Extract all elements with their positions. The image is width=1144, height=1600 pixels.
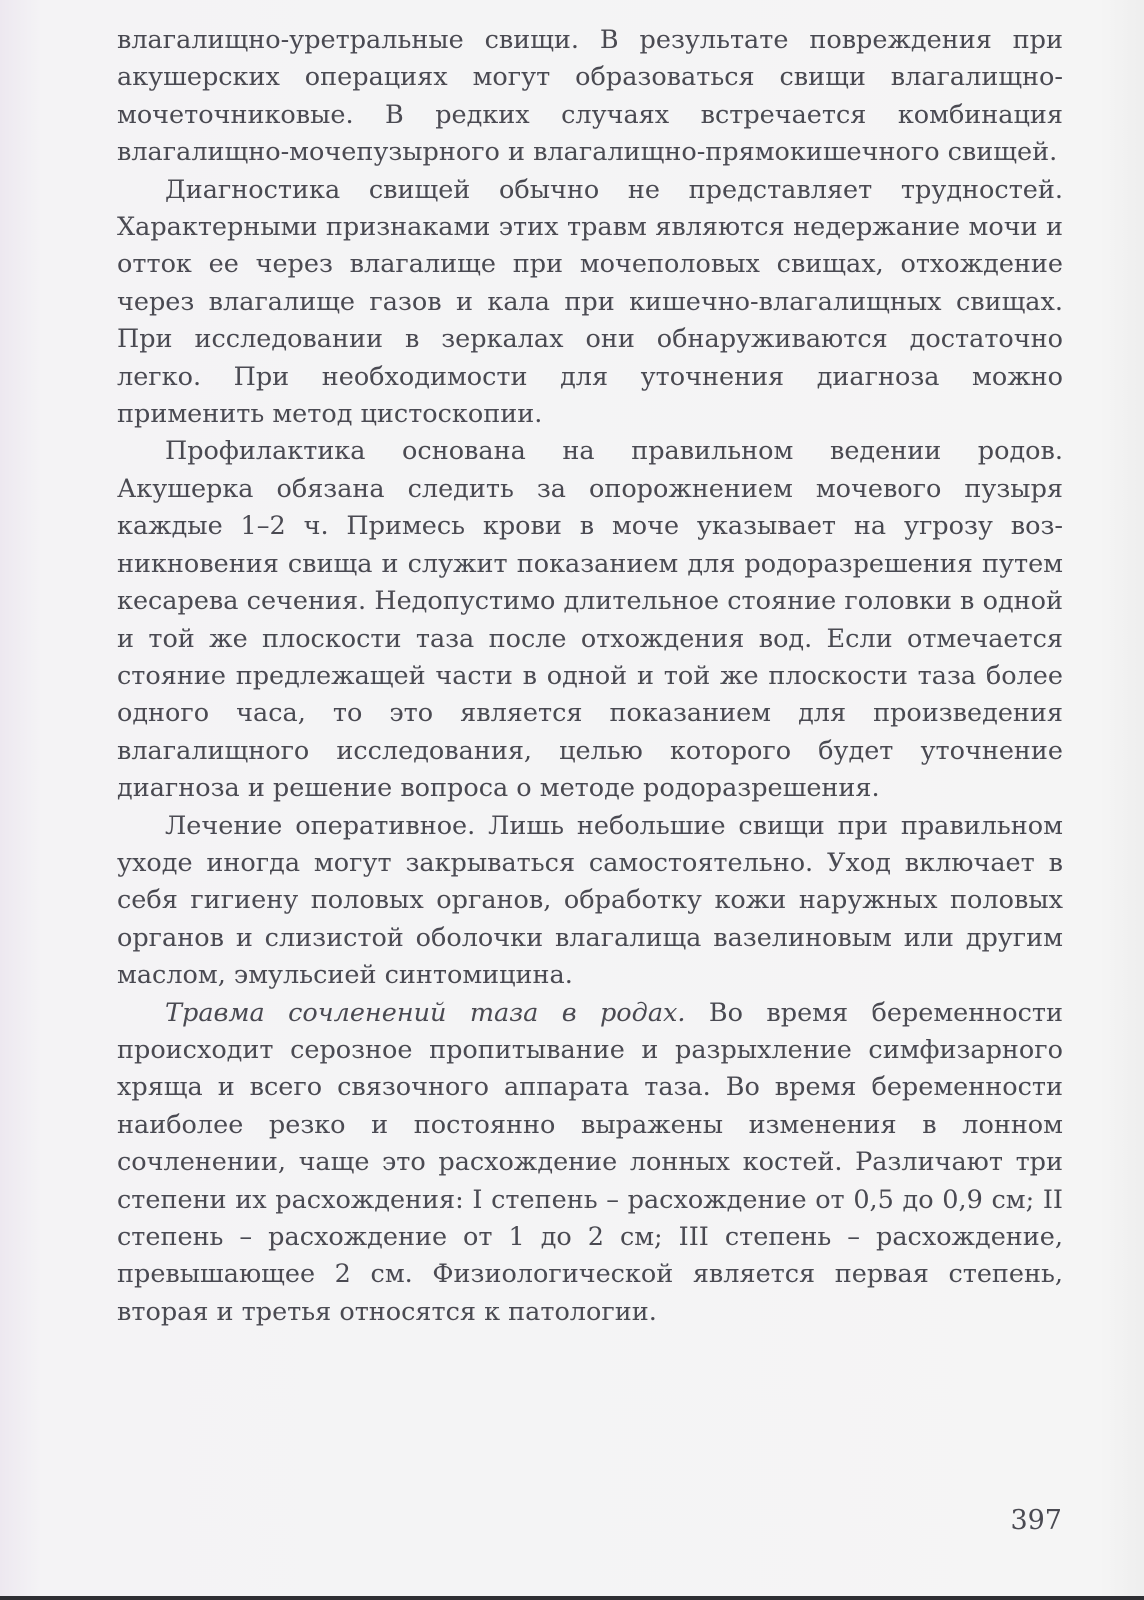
paragraph-pelvic-trauma-text: Во время беременности происходит серозное пропитывание и разрыхление симфизарного хряща и всего связочного аппарата таза. Во время беременности наиболее резко и постоянно выражены изменения в лонном сочленении, чаще это расхождение лонных костей. Различают три степени их расхождения: I степень – расхождение от 0,5 до 0,9 см; II степень – расхождение от 1 до 2 см; III степень – расхождение, превышающее 2 см. Физиологической является первая степень, вторая и третья относятся к патологии. [117, 997, 1063, 1327]
paragraph-pelvic-trauma [117, 995, 1063, 1332]
paragraph-fistula-types: влагалищно-уретральные свищи. В результате повреждения при акушерских операциях могут образоваться свищи влагалищно-мочеточниковые. В редких случаях встречается комбинация влагалищно-мочепузырного и влагалищно-прямокишечного свищей. [117, 25, 1063, 168]
paragraph-treatment: Лечение оперативное. Лишь небольшие свищи при правильном уходе иногда могут закрываться самостоятельно. Уход включает в себя гигиену половых органов, обработку кожи наружных половых органов и слизистой оболочки влагалища вазелиновым или другим маслом, эмульсией синтомицина. [117, 810, 1063, 991]
page-bottom-edge [0, 1596, 1144, 1600]
paragraph-prevention: Профилактика основана на правильном ведении родов. Акушерка обязана следить за опорожнением мочевого пузыря каждые 1–2 ч. Примесь крови в моче указывает на угрозу возникновения свища и служит показанием для родоразрешения путем кесарева сечения. Недопустимо длительное стояние головки в одной и той же плоскости таза после отхождения вод. Если отмечается стояние предлежащей части в одной и той же плоскости таза более одного часа, то это является показанием для произведения влагалищного исследования, целью которого будет уточнение диагноза и решение вопроса о методе родоразрешения. [117, 436, 1063, 804]
body-text [117, 22, 1063, 1331]
paragraph-diagnostics: Диагностика свищей обычно не представляет трудностей. Характерными признаками этих травм являются недержание мочи и отток ее через влагалище при мочеполовых свищах, отхождение через влагалище газов и кала при кишечно-влагалищных свищах. При исследовании в зеркалах они обнаруживаются достаточно легко. При необходимости для уточнения диагноза можно применить метод цистоскопии. [117, 174, 1063, 430]
page-number: 397 [1010, 1505, 1062, 1536]
section-heading-pelvic-trauma: Травма сочленений таза в родах. [165, 997, 686, 1028]
